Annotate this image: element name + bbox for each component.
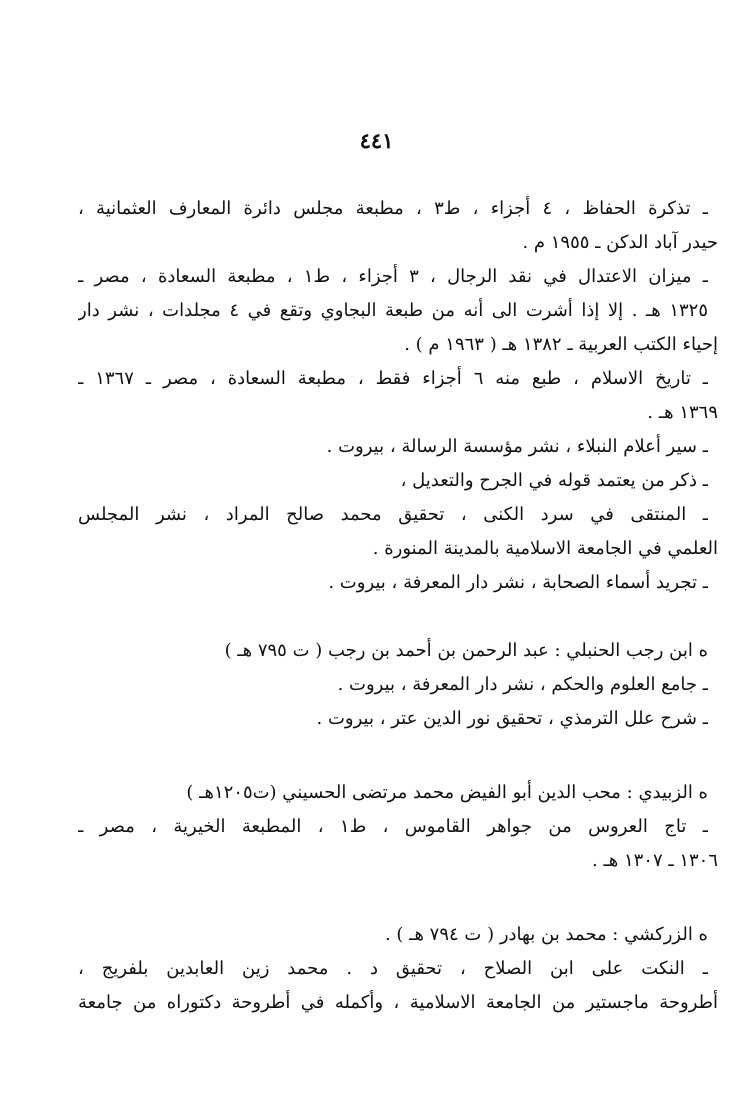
- text-line: حيدر آباد الدكن ـ ١٩٥٥ م .: [522, 232, 718, 253]
- text-line: ـ تذكرة الحفاظ ، ٤ أجزاء ، ط٣ ، مطبعة مجلس دائرة المعارف العثمانية ،: [78, 198, 708, 219]
- text-line: ـ جامع العلوم والحكم ، نشر دار المعرفة ، بيروت .: [337, 674, 708, 695]
- text-line: إحياء الكتب العربية ـ ١٣٨٢ هـ ( ١٩٦٣ م ) .: [404, 334, 718, 355]
- text-line: ـ ذكر من يعتمد قوله في الجرح والتعديل ،: [400, 470, 708, 491]
- text-line: ـ شرح علل الترمذي ، تحقيق نور الدين عتر ، بيروت .: [316, 708, 708, 729]
- text-line: ـ النكت على ابن الصلاح ، تحقيق د . محمد زين العابدين بلفريج ،: [78, 958, 708, 979]
- text-line: ـ تجريد أسماء الصحابة ، نشر دار المعرفة ، بيروت .: [328, 572, 708, 593]
- text-line: ١٣٠٦ ـ ١٣٠٧ هـ .: [592, 850, 718, 871]
- page-number: ٤٤١: [359, 128, 394, 153]
- text-line: ـ سير أعلام النبلاء ، نشر مؤسسة الرسالة ، بيروت .: [326, 436, 708, 457]
- text-line: ـ المنتقى في سرد الكنى ، تحقيق محمد صالح المراد ، نشر المجلس: [78, 504, 708, 525]
- text-line: أطروحة ماجستير من الجامعة الاسلامية ، وأكمله في أطروحة دكتوراه من جامعة: [78, 992, 718, 1013]
- text-line: العلمي في الجامعة الاسلامية بالمدينة المنورة .: [372, 538, 718, 559]
- text-line: ١٣٦٩ هـ .: [647, 402, 718, 423]
- text-line: ـ تاريخ الاسلام ، طبع منه ٦ أجزاء فقط ، مطبعة السعادة ، مصر ـ ١٣٦٧ ـ: [78, 368, 708, 389]
- text-line: ـ تاج العروس من جواهر القاموس ، ط١ ، المطبعة الخيرية ، مصر ـ: [78, 816, 708, 837]
- author-heading: ه ابن رجب الحنبلي : عبد الرحمن بن أحمد بن رجب ( ت ٧٩٥ هـ ): [224, 640, 708, 661]
- author-heading: ه الزبيدي : محب الدين أبو الفيض محمد مرتضى الحسيني (ت١٢٠٥هـ ): [186, 782, 708, 803]
- author-heading: ه الزركشي : محمد بن بهادر ( ت ٧٩٤ هـ ) .: [384, 924, 708, 945]
- text-line: ١٣٢٥ هـ . إلا إذا أشرت الى أنه من طبعة البجاوي وتقع في ٤ مجلدات ، نشر دار: [78, 300, 708, 321]
- text-line: ـ ميزان الاعتدال في نقد الرجال ، ٣ أجزاء ، ط١ ، مطبعة السعادة ، مصر ـ: [78, 266, 708, 287]
